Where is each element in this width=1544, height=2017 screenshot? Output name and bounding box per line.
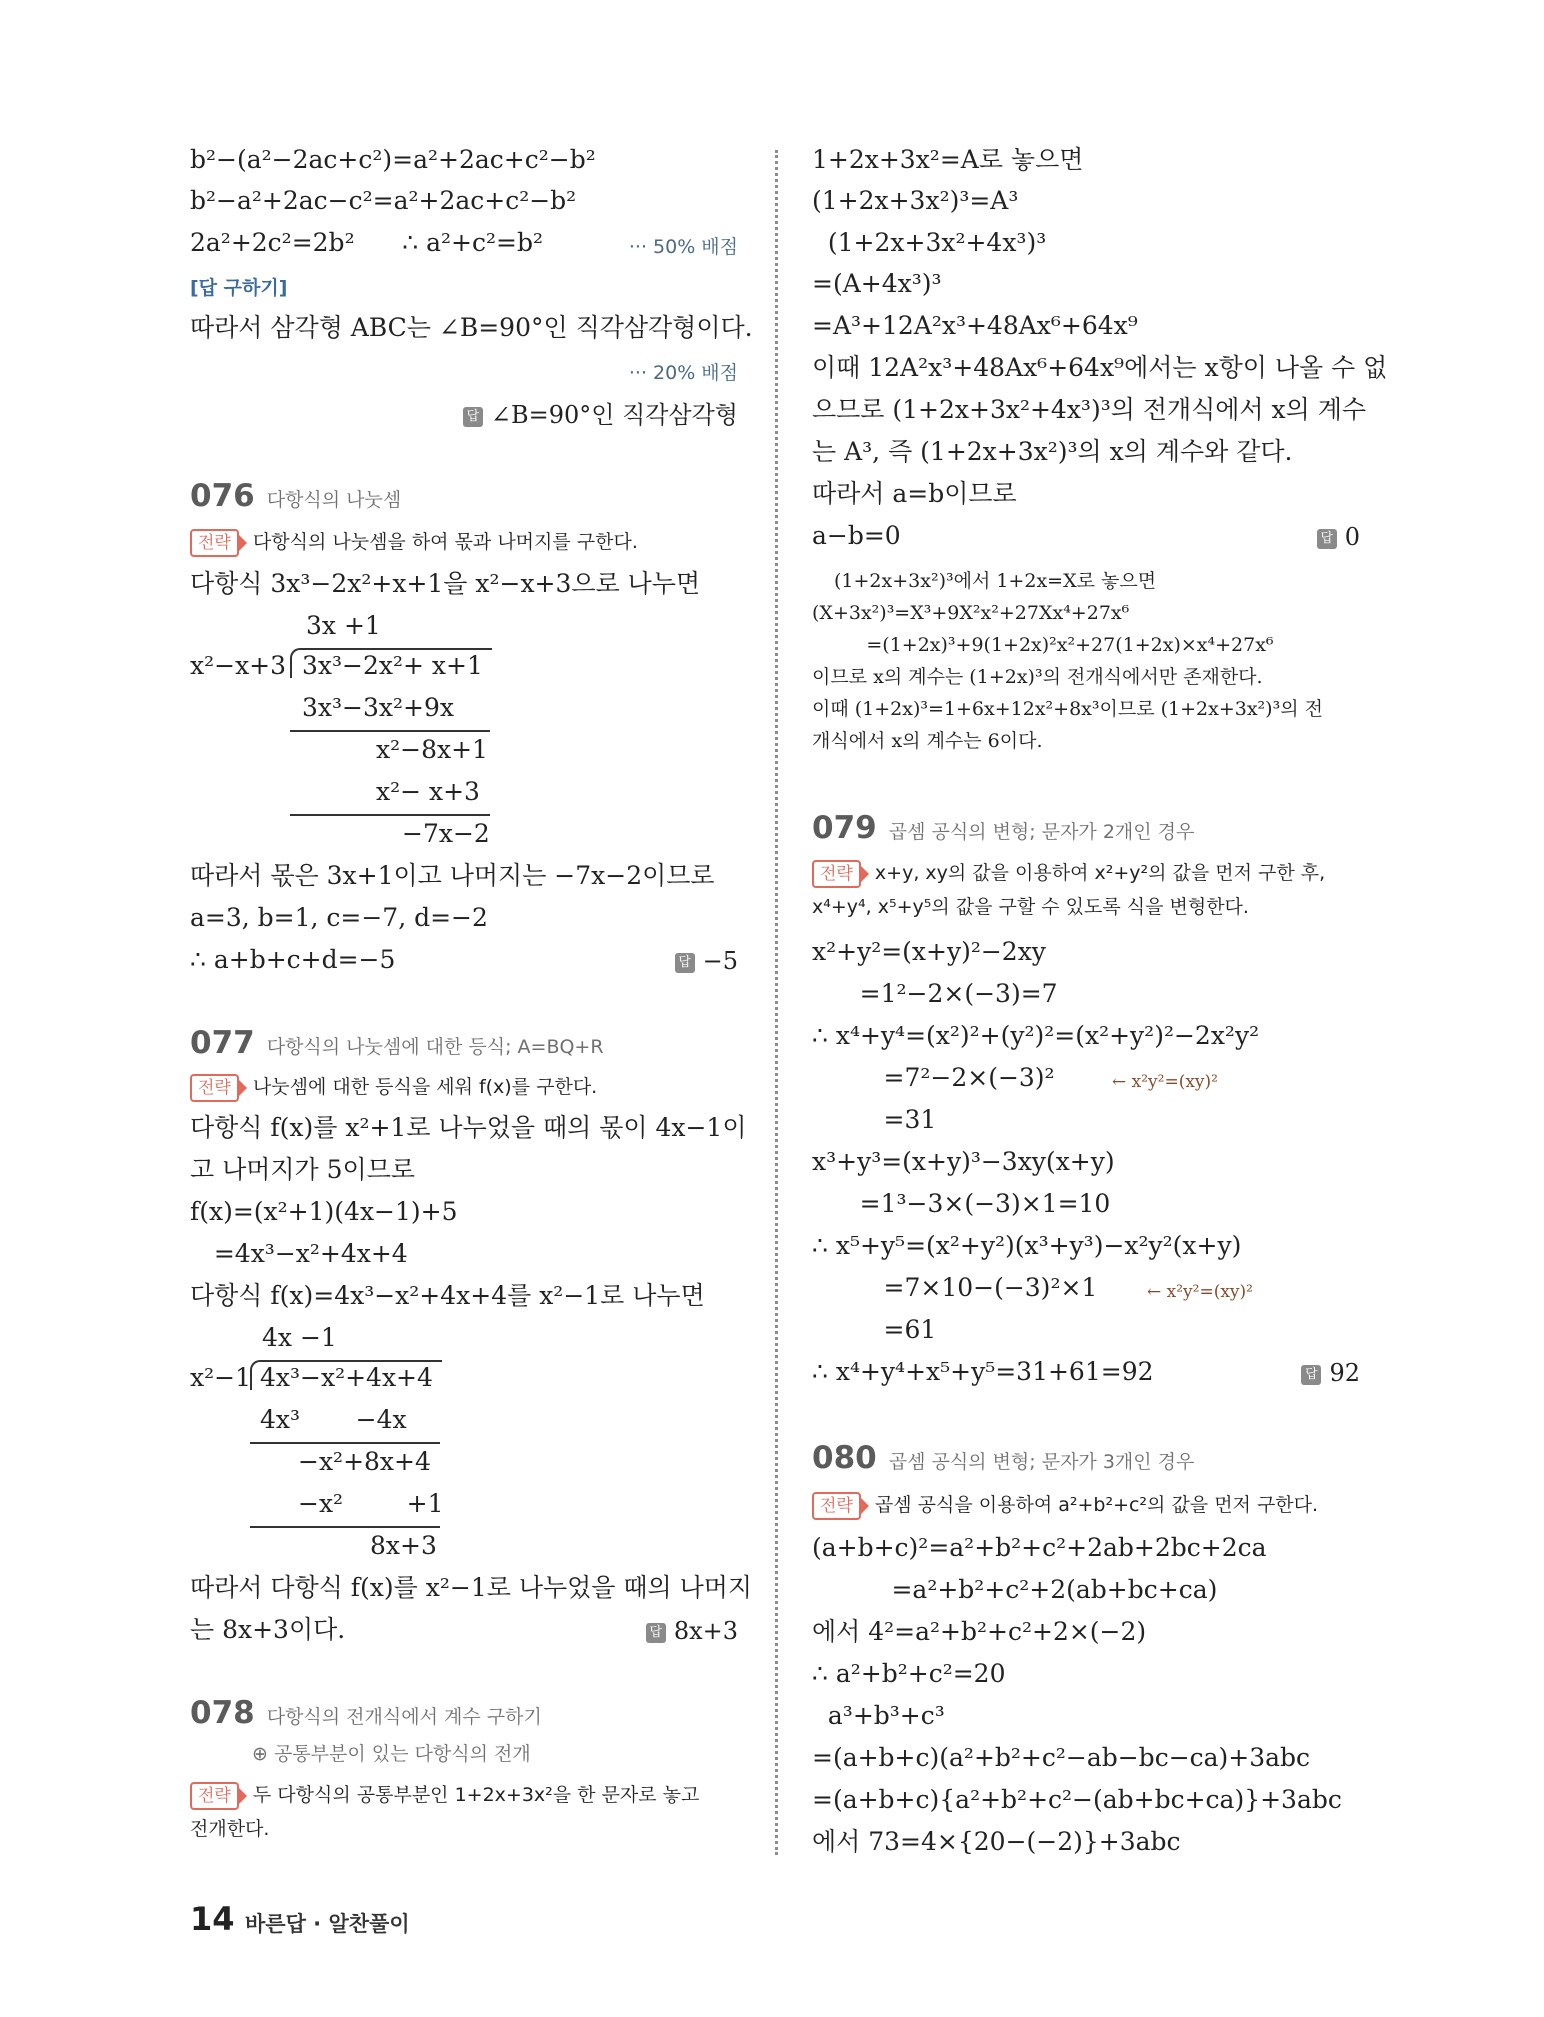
reference-line: (X+3x²)³=X³+9X²x²+27Xx⁴+27x⁶ [812, 602, 1130, 624]
strategy-line-cont: 전개한다. [190, 1818, 270, 1840]
strategy-line: 전략 나눗셈에 대한 등식을 세워 f(x)를 구한다. [190, 1072, 738, 1102]
strategy-tag: 전략 [190, 529, 239, 557]
strategy-tag: 전략 [190, 1782, 239, 1810]
page-number: 14 [190, 1900, 235, 1938]
section-number: 076 [190, 478, 255, 514]
math-line: 다항식 f(x)를 x²+1로 나누었을 때의 몫이 4x−1이 [190, 1113, 747, 1142]
math-line: 2a²+2c²=2b² ∴ a²+c²=b² [190, 228, 543, 257]
math-line: =7×10−(−3)²×1 [812, 1273, 1098, 1302]
footer-label: 바른답 · 알찬풀이 [245, 1912, 410, 1936]
math-line: 에서 4²=a²+b²+c²+2×(−2) [812, 1617, 1147, 1646]
section-number: 079 [812, 810, 877, 846]
math-line: 으므로 (1+2x+3x²+4x³)³의 전개식에서 x의 계수 [812, 395, 1367, 424]
section-number: 077 [190, 1025, 255, 1061]
math-line: ∴ a²+b²+c²=20 [812, 1659, 1006, 1688]
math-line: =61 [812, 1315, 937, 1344]
section-heading-079 [812, 810, 1360, 850]
dividend: 3x³−2x²+ x+1 [302, 651, 483, 680]
conclusion-line: 따라서 삼각형 ABC는 ∠B=90°인 직각삼각형이다. [190, 313, 753, 342]
section-title: 다항식의 전개식에서 계수 구하기 [266, 1706, 542, 1728]
answer-badge: 답 [463, 407, 483, 427]
math-line: =a²+b²+c²+2(ab+bc+ca) [812, 1575, 1218, 1604]
math-line: =(a+b+c)(a²+b²+c²−ab−bc−ca)+3abc [812, 1743, 1311, 1772]
reference-line: 이때 (1+2x)³=1+6x+12x²+8x³이므로 (1+2x+3x²)³의 전 [812, 698, 1323, 720]
score-note: ··· 50% 배점 [628, 236, 738, 258]
math-line: =31 [812, 1105, 937, 1134]
reference-line: =(1+2x)³+9(1+2x)²x²+27(1+2x)×x⁴+27x⁶ [812, 634, 1274, 656]
math-line: ∴ x⁵+y⁵=(x²+y²)(x³+y³)−x²y²(x+y) [812, 1231, 1242, 1260]
answer-badge: 답 [646, 1623, 666, 1643]
math-line: a−b=0 [812, 521, 901, 550]
reference-line: 개식에서 x의 계수는 6이다. [812, 730, 1043, 752]
answer-079: 답 92 [1301, 1359, 1360, 1387]
math-line: b²−(a²−2ac+c²)=a²+2ac+c²−b² [190, 145, 596, 174]
subtract-step: −x² +1 [298, 1489, 444, 1518]
math-line: =1³−3×(−3)×1=10 [812, 1189, 1111, 1218]
divisor: x²−1 [190, 1363, 251, 1392]
math-line: (a+b+c)²=a²+b²+c²+2ab+2bc+2ca [812, 1533, 1267, 1562]
math-line: 고 나머지가 5이므로 [190, 1155, 415, 1184]
answer-bracket: [답 구하기] [190, 277, 288, 299]
math-line: 는 8x+3이다. [190, 1615, 346, 1644]
math-line: =(a+b+c){a²+b²+c²−(ab+bc+ca)}+3abc [812, 1785, 1342, 1814]
answer-078: 답 0 [1317, 523, 1360, 551]
section-title: 다항식의 나눗셈 [266, 489, 402, 511]
answer-badge: 답 [1317, 529, 1337, 549]
math-line: b²−a²+2ac−c²=a²+2ac+c²−b² [190, 186, 577, 215]
math-line: 따라서 다항식 f(x)를 x²−1로 나누었을 때의 나머지 [190, 1573, 753, 1602]
section-subtitle: ⊕ 공통부분이 있는 다항식의 전개 [252, 1743, 531, 1765]
math-line: =(A+4x³)³ [812, 269, 942, 298]
remainder-step: x²−8x+1 [376, 735, 488, 764]
section-title: 곱셈 공식의 변형; 문자가 3개인 경우 [888, 1451, 1195, 1473]
math-line: ∴ a+b+c+d=−5 [190, 945, 396, 974]
reference-line: 이므로 x의 계수는 (1+2x)³의 전개식에서만 존재한다. [812, 666, 1263, 688]
subtract-step: 3x³−3x²+9x [302, 693, 454, 722]
answer-076: 답 −5 [675, 947, 738, 975]
math-line: f(x)=(x²+1)(4x−1)+5 [190, 1197, 458, 1226]
math-line: 는 A³, 즉 (1+2x+3x²)³의 x의 계수와 같다. [812, 437, 1293, 466]
math-line: (1+2x+3x²)³=A³ [812, 186, 1019, 215]
section-heading-077 [190, 1025, 738, 1065]
math-line: 다항식 f(x)=4x³−x²+4x+4를 x²−1로 나누면 [190, 1281, 705, 1310]
section-number: 080 [812, 1440, 877, 1476]
strategy-tag: 전략 [190, 1074, 239, 1102]
math-line: 다항식 3x³−2x²+x+1을 x²−x+3으로 나누면 [190, 569, 701, 598]
math-line: =4x³−x²+4x+4 [190, 1239, 408, 1268]
score-note: ··· 20% 배점 [628, 362, 738, 384]
divisor: x²−x+3 [190, 651, 287, 680]
strategy-tag: 전략 [812, 1492, 861, 1520]
quotient: 4x −1 [262, 1323, 337, 1352]
math-line: (1+2x+3x²+4x³)³ [812, 228, 1047, 257]
section-title: 다항식의 나눗셈에 대한 등식; A=BQ+R [266, 1036, 604, 1058]
math-line: =7²−2×(−3)² [812, 1063, 1055, 1092]
strategy-tag: 전략 [812, 860, 861, 888]
remainder-step: −x²+8x+4 [298, 1447, 431, 1476]
section-heading-076 [190, 478, 738, 518]
final-answer: 답 ∠B=90°인 직각삼각형 [463, 395, 738, 430]
strategy-line: 전략 곱셈 공식을 이용하여 a²+b²+c²의 값을 먼저 구한다. [812, 1490, 1360, 1520]
answer-badge: 답 [1301, 1365, 1321, 1385]
quotient: 3x +1 [306, 611, 381, 640]
reference-line: (1+2x+3x²)³에서 1+2x=X로 놓으면 [834, 570, 1157, 592]
math-line: =1²−2×(−3)=7 [812, 979, 1058, 1008]
section-number: 078 [190, 1695, 255, 1731]
math-line: x³+y³=(x+y)³−3xy(x+y) [812, 1147, 1115, 1176]
subtract-step: x²− x+3 [376, 777, 480, 806]
math-line: x²+y²=(x+y)²−2xy [812, 937, 1046, 966]
remainder: 8x+3 [370, 1531, 437, 1560]
math-line: ∴ x⁴+y⁴=(x²)²+(y²)²=(x²+y²)²−2x²y² [812, 1021, 1260, 1050]
math-line: 에서 73=4×{20−(−2)}+3abc [812, 1827, 1181, 1856]
answer-badge: 답 [675, 953, 695, 973]
strategy-line-cont: x⁴+y⁴, x⁵+y⁵의 값을 구할 수 있도록 식을 변형한다. [812, 896, 1249, 918]
strategy-line: 전략 x+y, xy의 값을 이용하여 x²+y²의 값을 먼저 구한 후, [812, 858, 1360, 888]
math-line: 따라서 a=b이므로 [812, 479, 1017, 508]
math-line: 1+2x+3x²=A로 놓으면 [812, 145, 1084, 174]
hint-note: ← x²y²=(xy)² [1147, 1282, 1253, 1302]
section-title: 곱셈 공식의 변형; 문자가 2개인 경우 [888, 821, 1195, 843]
subtract-step: 4x³ −4x [260, 1405, 407, 1434]
section-heading-080 [812, 1440, 1360, 1480]
dividend: 4x³−x²+4x+4 [260, 1363, 433, 1392]
answer-077: 답 8x+3 [646, 1617, 738, 1645]
column-divider [775, 150, 778, 1855]
math-line: a³+b³+c³ [812, 1701, 945, 1730]
math-line: 따라서 몫은 3x+1이고 나머지는 −7x−2이므로 [190, 861, 715, 890]
math-line: =A³+12A²x³+48Ax⁶+64x⁹ [812, 311, 1138, 340]
math-line: 이때 12A²x³+48Ax⁶+64x⁹에서는 x항이 나올 수 없 [812, 353, 1388, 382]
math-line: ∴ x⁴+y⁴+x⁵+y⁵=31+61=92 [812, 1357, 1154, 1386]
strategy-line: 전략 두 다항식의 공통부분인 1+2x+3x²을 한 문자로 놓고 [190, 1780, 738, 1810]
hint-note: ← x²y²=(xy)² [1112, 1072, 1218, 1092]
section-heading-078 [190, 1695, 738, 1735]
remainder: −7x−2 [402, 819, 490, 848]
strategy-line: 전략 다항식의 나눗셈을 하여 몫과 나머지를 구한다. [190, 527, 738, 557]
math-line: a=3, b=1, c=−7, d=−2 [190, 903, 488, 932]
